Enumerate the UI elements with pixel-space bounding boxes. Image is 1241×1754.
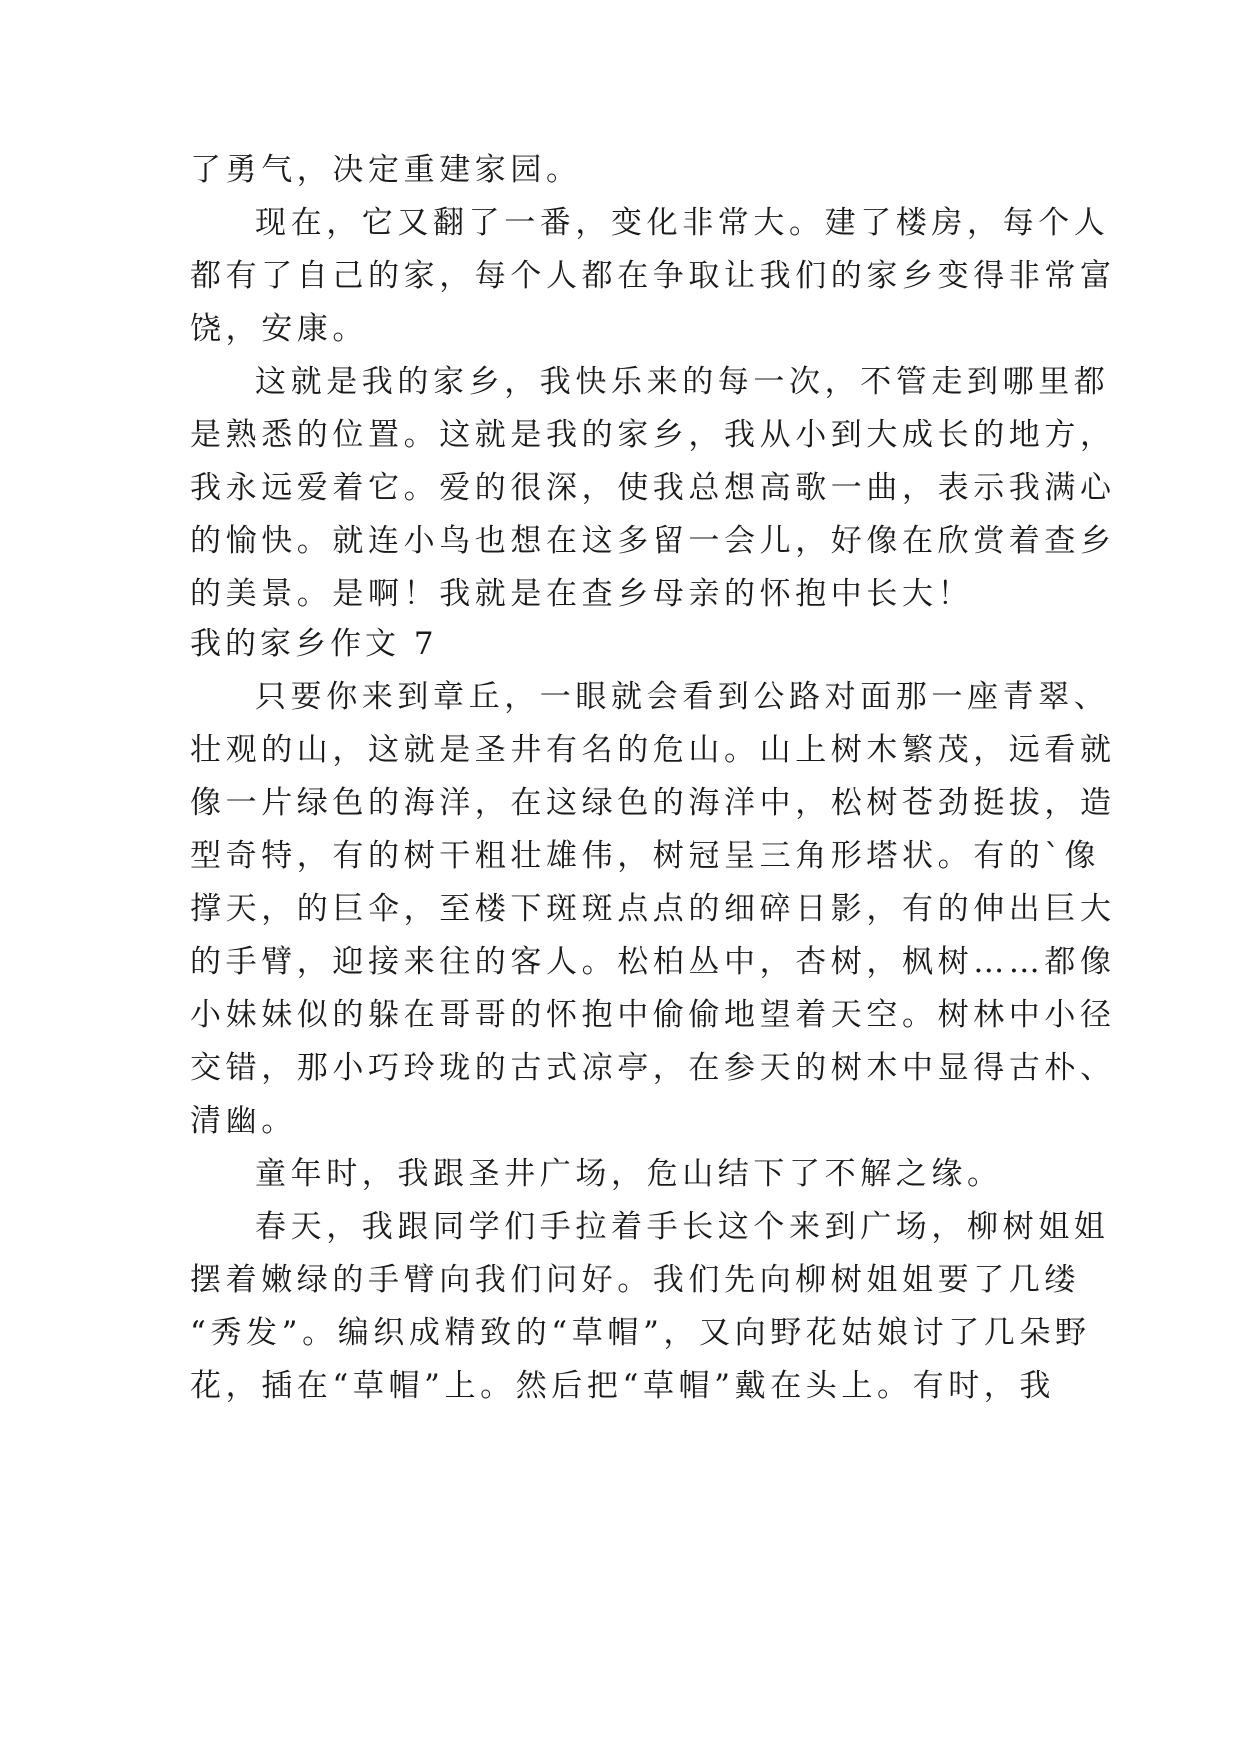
text-line: 交错，那小巧玲珑的古式凉亭，在参天的树木中显得古朴、 <box>190 1050 1116 1086</box>
paragraph-start-line: 这就是我的家乡，我快乐来的每一次，不管走到哪里都 <box>255 364 1110 400</box>
text-line: 花，插在“草帽”上。然后把“草帽”戴在头上。有时，我 <box>190 1368 1055 1404</box>
text-line: 了勇气，决定重建家园。 <box>190 152 582 188</box>
text-line: 饶，安康。 <box>190 311 368 347</box>
text-line: 是熟悉的位置。这就是我的家乡，我从小到大成长的地方， <box>190 417 1116 453</box>
text-line: 小妹妹似的躲在哥哥的怀抱中偷偷地望着天空。树林中小径 <box>190 997 1116 1033</box>
paragraph-start-line: 童年时，我跟圣井广场，危山结下了不解之缘。 <box>255 1156 1003 1192</box>
text-line: 我永远爱着它。爱的很深，使我总想高歌一曲，表示我满心 <box>190 470 1116 506</box>
text-line: 像一片绿色的海洋，在这绿色的海洋中，松树苍劲挺拔，造 <box>190 785 1116 821</box>
section-heading: 我的家乡作文 7 <box>190 626 438 662</box>
text-line: 摆着嫩绿的手臂向我们问好。我们先向柳树姐姐要了几缕 <box>190 1262 1080 1298</box>
paragraph-start-line: 现在，它又翻了一番，变化非常大。建了楼房，每个人 <box>255 205 1110 241</box>
text-line: 壮观的山，这就是圣井有名的危山。山上树木繁茂，远看就 <box>190 732 1116 768</box>
paragraph-start-line: 只要你来到章丘，一眼就会看到公路对面那一座青翠、 <box>255 679 1110 715</box>
paragraph-start-line: 春天，我跟同学们手拉着手长这个来到广场，柳树姐姐 <box>255 1209 1110 1245</box>
text-line: 的美景。是啊！我就是在查乡母亲的怀抱中长大！ <box>190 576 974 612</box>
text-line: “秀发”。编织成精致的“草帽”，又向野花姑娘讨了几朵野 <box>190 1315 1091 1351</box>
text-line: 都有了自己的家，每个人都在争取让我们的家乡变得非常富 <box>190 258 1116 294</box>
text-line: 的手臂，迎接来往的客人。松柏丛中，杏树，枫树……都像 <box>190 944 1116 980</box>
text-line: 清幽。 <box>190 1103 297 1139</box>
text-line: 型奇特，有的树干粗壮雄伟，树冠呈三角形塔状。有的`像 <box>190 838 1101 874</box>
text-line: 的愉快。就连小鸟也想在这多留一会儿，好像在欣赏着查乡 <box>190 523 1116 559</box>
text-line: 撑天，的巨伞，至楼下斑斑点点的细碎日影，有的伸出巨大 <box>190 891 1116 927</box>
